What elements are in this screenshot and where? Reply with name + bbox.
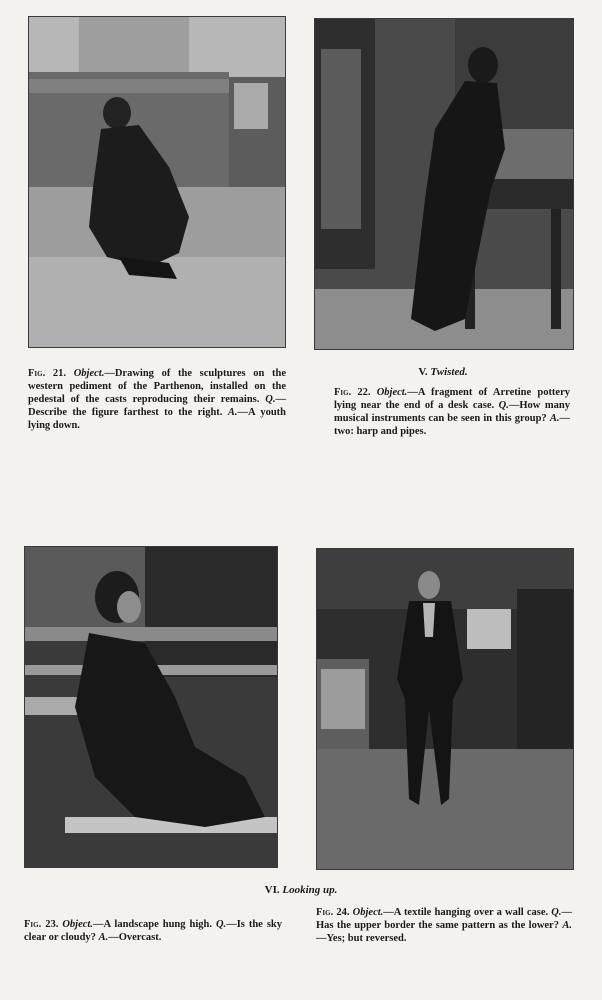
question-text: —How many musical instruments can be seen in this group? xyxy=(334,400,571,424)
standing-man-looking-up-photo xyxy=(316,548,574,870)
question-text: —Describe the figure farthest to the right. xyxy=(28,394,287,418)
object-text: —A textile hanging over a wall case. xyxy=(383,907,549,918)
object-text: —Drawing of the sculptures on the western pediment of the Parthenon, installed on the pedestal of the casts reproducing their remains. xyxy=(28,368,287,405)
answer-text: —two: harp and pipes. xyxy=(334,413,570,437)
object-label: Object. xyxy=(62,919,93,930)
question-label: Q. xyxy=(551,907,562,918)
figure-23-caption xyxy=(24,918,282,944)
figure-label: Fig. 21. xyxy=(28,368,67,379)
question-label: Q. xyxy=(265,394,276,405)
section-v-heading xyxy=(314,366,572,378)
answer-label: A. xyxy=(227,407,238,418)
object-text: —A landscape hung high. xyxy=(92,919,212,930)
figure-label: Fig. 23. xyxy=(24,919,59,930)
section-numeral: V. xyxy=(418,366,428,378)
crouching-man-photo xyxy=(28,16,286,348)
section-vi-heading xyxy=(150,884,452,896)
figure-label: Fig. 24. xyxy=(316,907,350,918)
section-numeral: VI. xyxy=(264,884,280,896)
answer-text: —A youth lying down. xyxy=(28,407,287,431)
section-title: Twisted. xyxy=(430,366,468,378)
object-text: —A fragment of Arretine pottery lying near the end of a desk case. xyxy=(334,387,571,411)
answer-label: A. xyxy=(562,920,572,931)
question-label: Q. xyxy=(215,919,227,930)
object-label: Object. xyxy=(352,907,384,918)
object-label: Object. xyxy=(73,368,105,379)
man-at-case-photo xyxy=(314,18,574,350)
figure-24-caption xyxy=(316,906,572,945)
figure-label: Fig. 22. xyxy=(334,387,371,398)
question-text: —Has the upper border the same pattern as the lower? xyxy=(316,907,573,931)
question-text: —Is the sky clear or cloudy? xyxy=(24,919,282,943)
answer-label: A. xyxy=(549,413,560,424)
figure-22-caption xyxy=(334,386,570,438)
section-title: Looking up. xyxy=(282,884,338,896)
object-label: Object. xyxy=(376,387,408,398)
answer-text: —Overcast. xyxy=(108,932,162,943)
question-label: Q. xyxy=(498,400,509,411)
answer-label: A. xyxy=(98,932,109,943)
figure-21-caption xyxy=(28,367,286,432)
seated-man-looking-up-photo xyxy=(24,546,278,868)
answer-text: —Yes; but reversed. xyxy=(316,933,407,944)
